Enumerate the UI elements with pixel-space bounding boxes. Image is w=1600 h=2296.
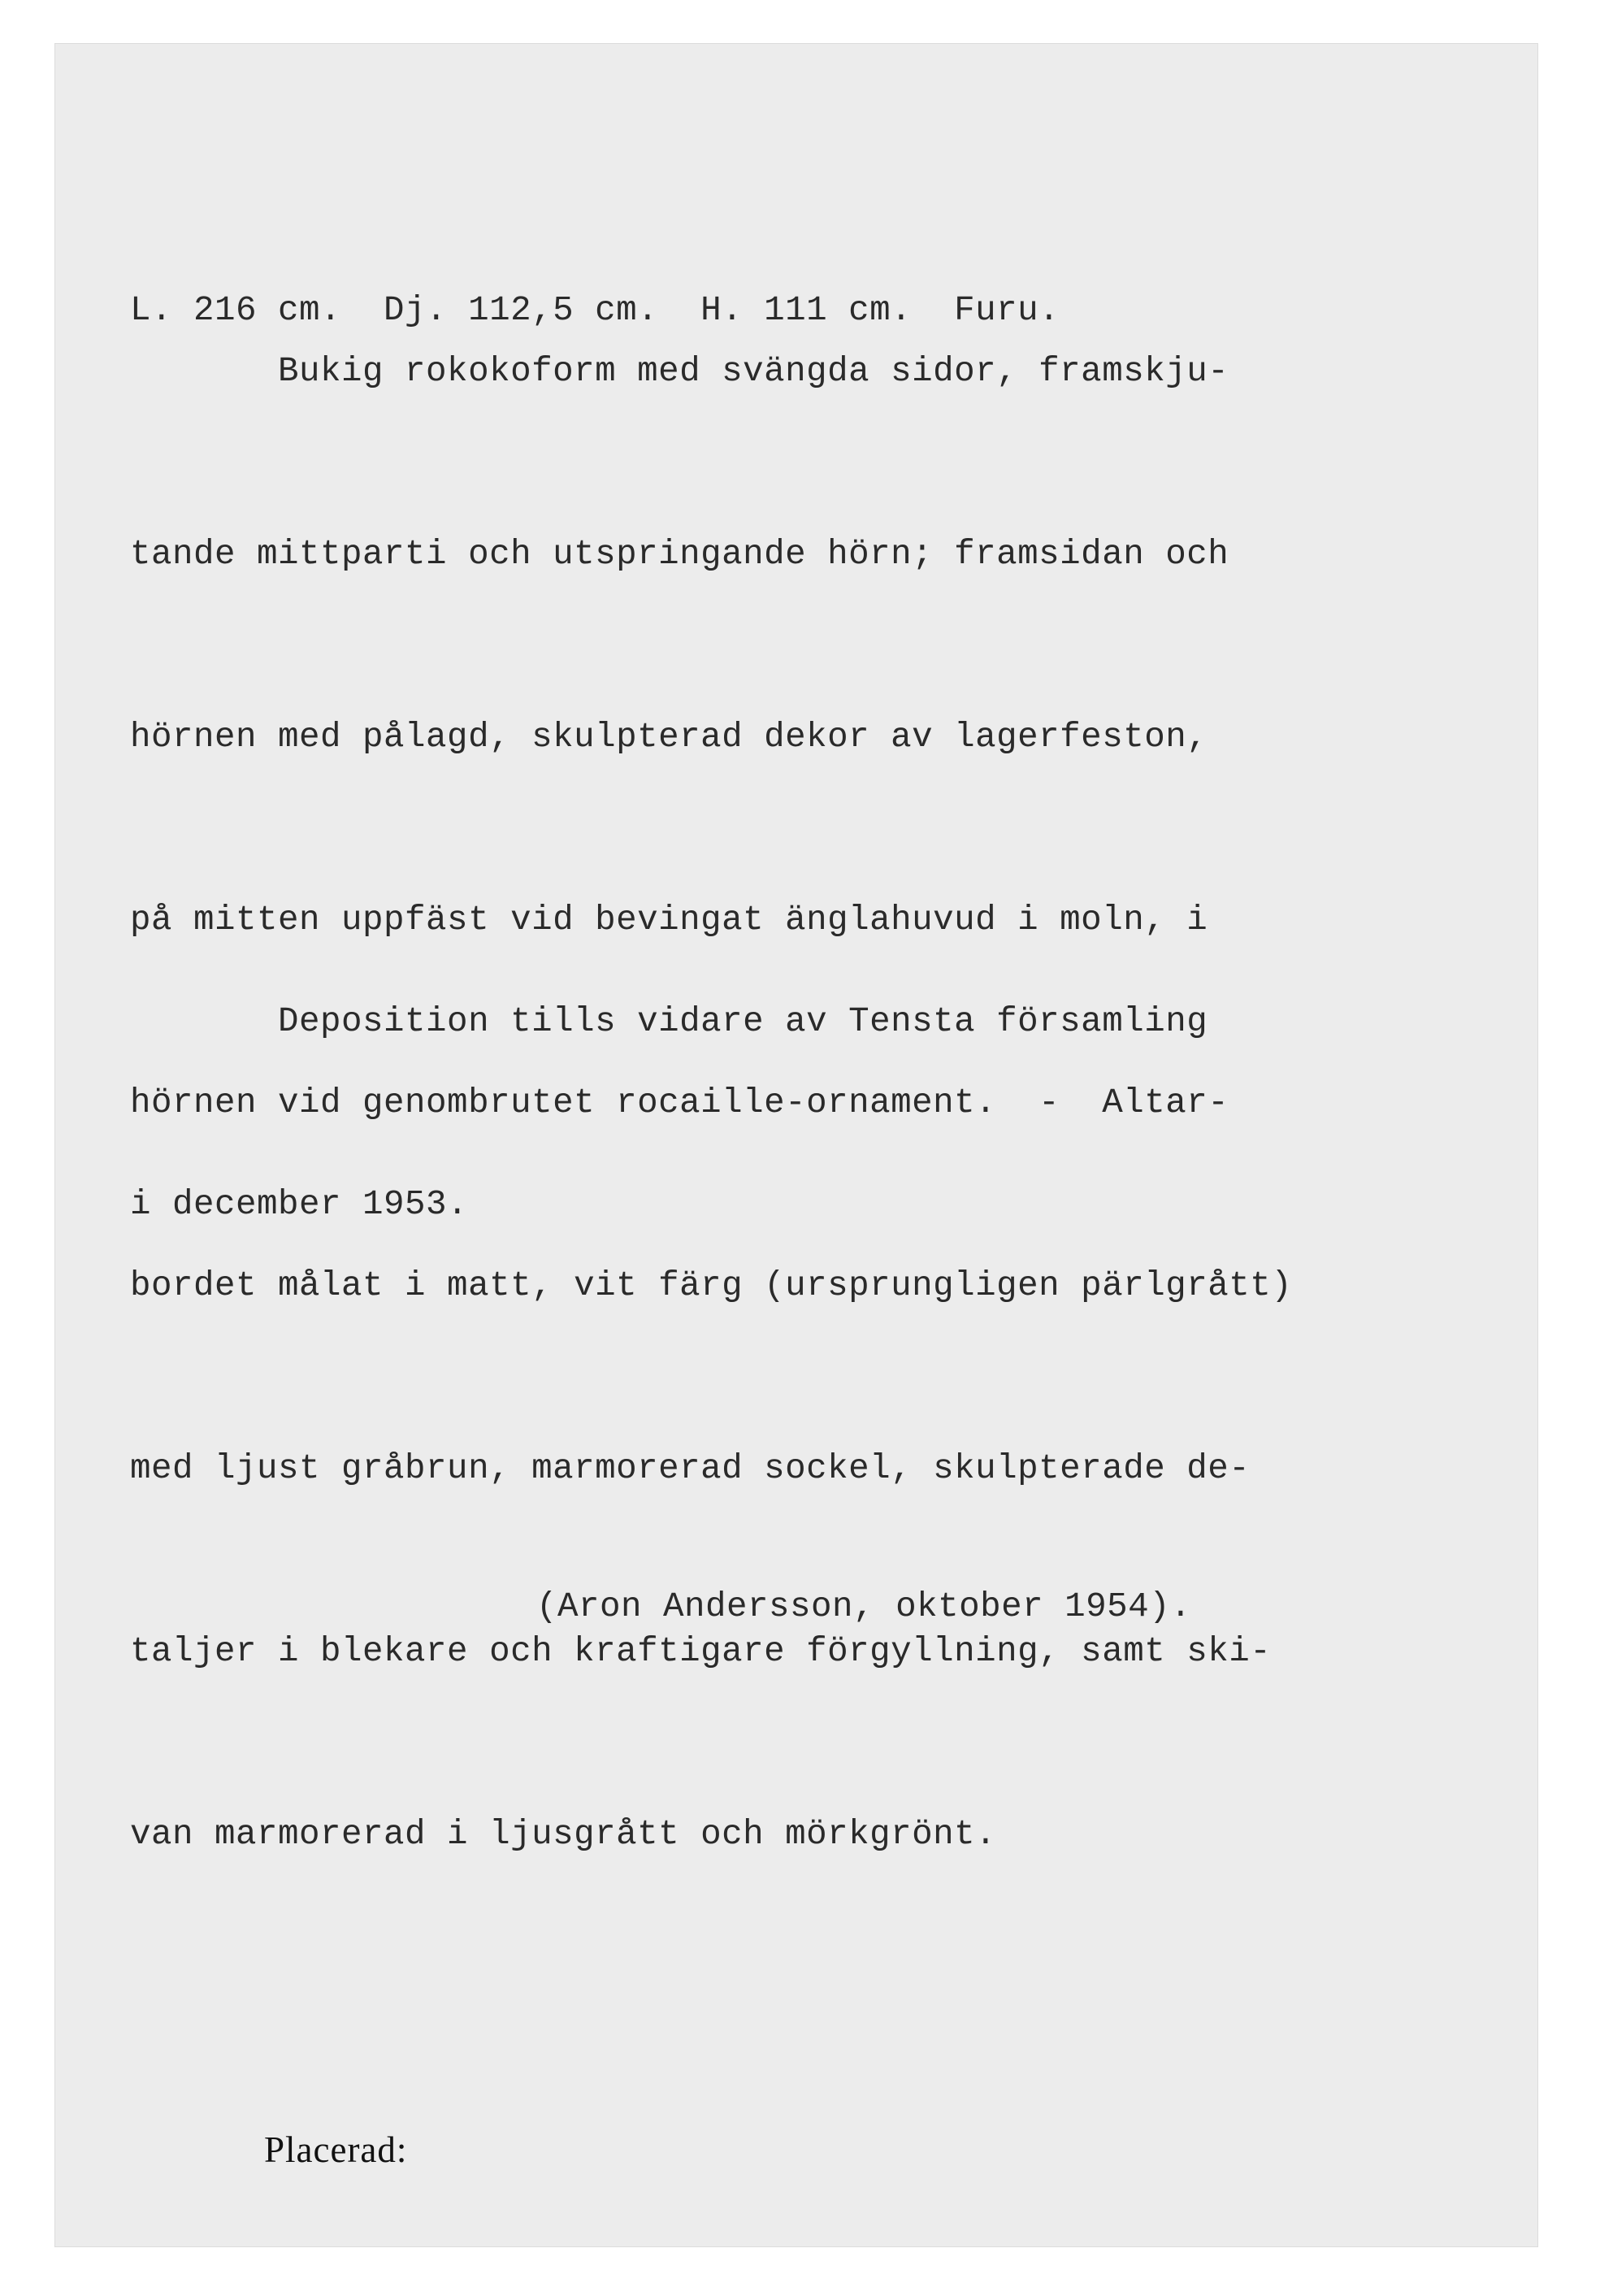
deposition-line: i december 1953. [130, 1185, 469, 1224]
description-line: hörnen med pålagd, skulpterad dekor av lagerfeston, [130, 718, 1208, 757]
placement-label: Placerad: [264, 2129, 408, 2170]
description-line: van marmorerad i ljusgrått och mörkgrönt. [130, 1815, 997, 1854]
description-line: med ljust gråbrun, marmorerad sockel, skulpterade de- [130, 1449, 1251, 1488]
measurements-text: L. 216 cm. Dj. 112,5 cm. H. 111 cm. Furu. [130, 291, 1060, 330]
deposition-paragraph [130, 870, 1208, 1296]
description-line: bordet målat i matt, vit färg (ursprungligen pärlgrått) [130, 1266, 1293, 1305]
description-line: tande mittparti och utspringande hörn; framsidan och [130, 535, 1229, 574]
author-signature: (Aron Andersson, oktober 1954). [536, 1587, 1192, 1626]
description-line: taljer i blekare och kraftigare förgyllning, samt ski- [130, 1632, 1272, 1671]
description-line: hörnen vid genombrutet rocaille-ornament. - Altar- [130, 1083, 1229, 1122]
deposition-line: Deposition tills vidare av Tensta församling [130, 1002, 1208, 1041]
description-line: Bukig rokokoform med svängda sidor, framskju- [130, 352, 1229, 391]
description-line: på mitten uppfäst vid bevingat änglahuvud i moln, i [130, 901, 1208, 940]
